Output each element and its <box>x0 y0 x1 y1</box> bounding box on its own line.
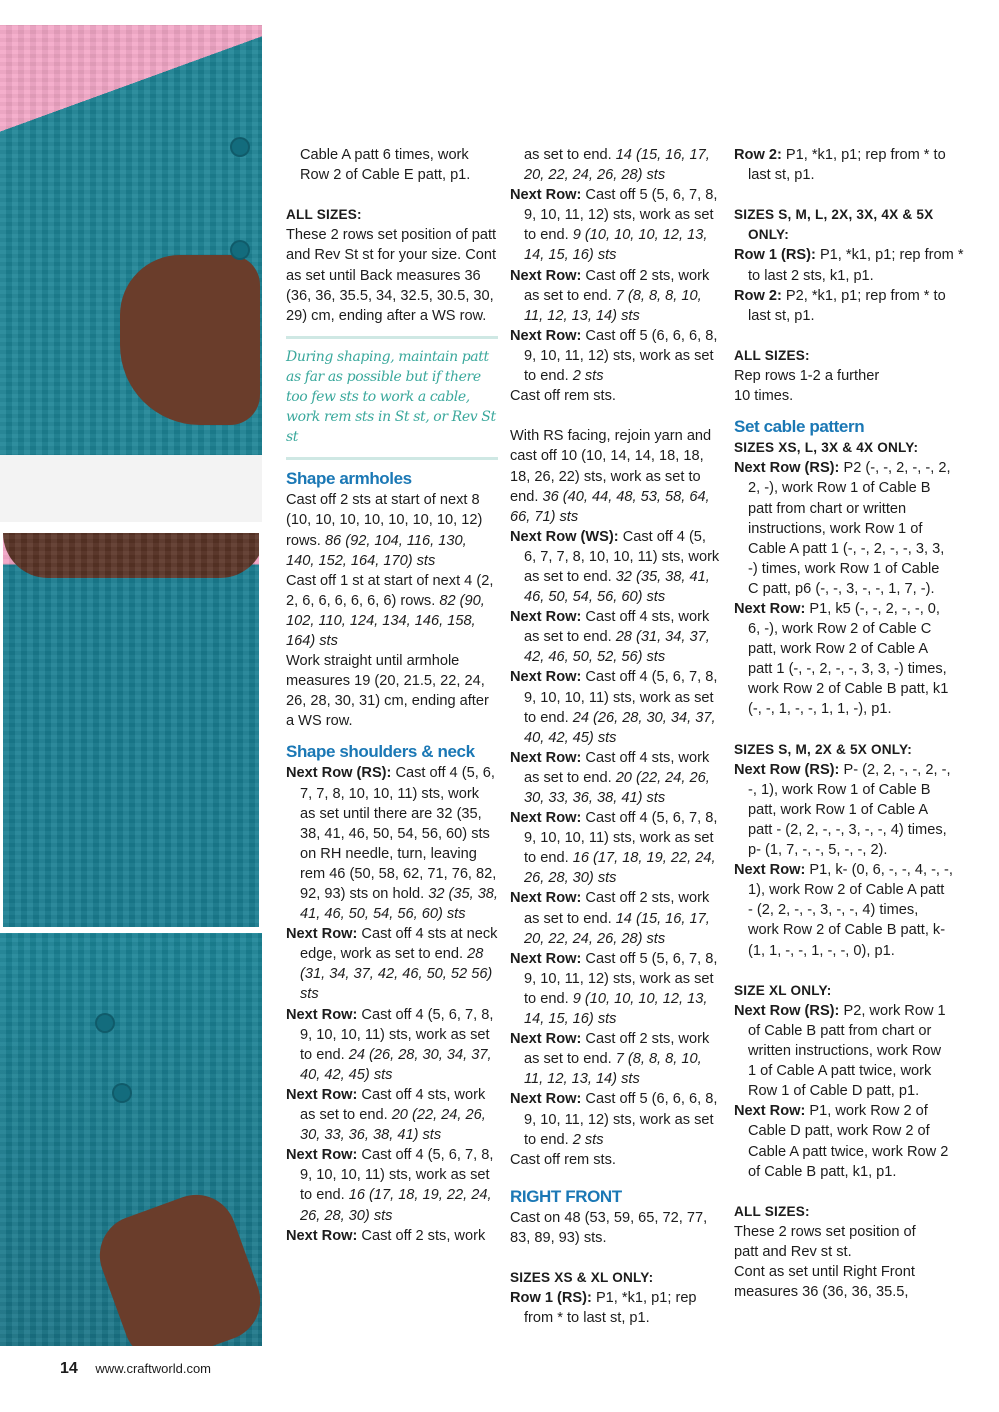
instruction-row: Next Row: Cast off 5 (6, 6, 6, 8, 9, 10, 11, 12) sts, work as set to end. 2 sts <box>510 327 718 385</box>
footer-url[interactable]: www.craftworld.com <box>95 1361 211 1376</box>
white-sleeve <box>0 455 262 522</box>
instruction-row: Next Row (RS): P2 (-, -, 2, -, -, 2, 2, -), work Row 1 of Cable B patt from chart or written instructions, work Row 1 of Cable A patt 1 (-, -, 2, -, -, 3, 3, -) times, work Row 1 of Cable C patt, p6 (-, -, 3, -, -, 1, 7, -). <box>734 460 951 597</box>
text-column-2 <box>510 145 722 1328</box>
instruction-row: Row 1 (RS): P1, *k1, p1; rep from * to last st, p1. <box>510 1290 697 1327</box>
instruction-row: Next Row: Cast off 4 (5, 6, 7, 8, 9, 10, 10, 11) sts, work as set to end. 24 (26, 28, 30, 34, 37, 40, 42, 45) sts <box>510 669 718 746</box>
cardigan-photo-top <box>0 25 262 522</box>
instruction-row: Row 2: P2, *k1, p1; rep from * to last st, p1. <box>734 287 946 324</box>
instruction-row: Next Row: Cast off 4 sts, work as set to end. 20 (22, 24, 26, 30, 33, 36, 38, 41) sts <box>510 749 710 806</box>
paragraph: These 2 rows set position of patt and Rev st st. <box>734 1223 916 1260</box>
size-heading: SIZES S, M, L, 2X, 3X, 4X & 5X ONLY: <box>734 207 934 243</box>
instruction-row: Next Row: P1, k5 (-, -, 2, -, -, 0, 6, -), work Row 2 of Cable C patt, work Row 2 of Cable A patt 1 (-, -, 2, -, -, 3, 3, -) times, work Row 2 of Cable B patt, k1 (-, -, 1, -, -, 1, 1, -), p1. <box>734 600 949 718</box>
instruction-row: Next Row: Cast off 4 (5, 6, 7, 8, 9, 10, 10, 11) sts, work as set to end. 24 (26, 28, 30, 34, 37, 40, 42, 45) sts <box>286 1006 494 1083</box>
paragraph: Cast off rem sts. <box>510 1151 616 1168</box>
instruction-row: Next Row: Cast off 4 sts at neck edge, work as set to end. 28 (31, 34, 37, 42, 46, 50, 52 56) sts <box>286 926 498 1003</box>
instruction-row: Next Row (WS): Cast off 4 (5, 6, 7, 7, 8, 10, 10, 11) sts, work as set to end. 32 (35, 38, 41, 46, 50, 54, 56, 60) sts <box>510 528 720 606</box>
instruction-row: Next Row: Cast off 4 (5, 6, 7, 8, 9, 10, 10, 11) sts, work as set to end. 16 (17, 18, 19, 22, 24, 26, 28, 30) sts <box>510 810 718 887</box>
size-heading: SIZE XL ONLY: <box>734 982 832 998</box>
text-line: Cable A patt 6 times, work <box>300 147 469 163</box>
size-heading: ALL SIZES: <box>286 207 362 223</box>
paragraph: Cast off 2 sts at start of next 8 (10, 10, 10, 10, 10, 10, 10, 12) rows. 86 (92, 104, 116, 130, 140, 152, 164, 170) sts <box>286 492 483 569</box>
paragraph: Cast off rem sts. <box>510 388 616 405</box>
paragraph: Cast on 48 (53, 59, 65, 72, 77, 83, 89, 93) sts. <box>510 1209 708 1246</box>
paragraph: With RS facing, rejoin yarn and cast off 10 (10, 14, 14, 18, 18, 18, 26, 22) sts, work as set to end. 36 (40, 44, 48, 53, 58, 64, 66, 71) sts <box>510 428 712 525</box>
instruction-row: Next Row: Cast off 2 sts, work as set to end. 7 (8, 8, 8, 10, 11, 12, 13, 14) sts <box>510 267 710 324</box>
instruction-row: Next Row: Cast off 4 (5, 6, 7, 8, 9, 10, 10, 11) sts, work as set to end. 16 (17, 18, 19, 22, 24, 26, 28, 30) sts <box>286 1147 494 1224</box>
size-heading: SIZES XS & XL ONLY: <box>510 1270 654 1286</box>
instruction-row: Next Row: Cast off 5 (5, 6, 7, 8, 9, 10, 11, 12) sts, work as set to end. 9 (10, 10, 10, 12, 13, 14, 15, 16) sts <box>510 187 718 264</box>
knit-texture <box>3 533 259 927</box>
instruction-row: Next Row: Cast off 5 (5, 6, 7, 8, 9, 10, 11, 12) sts, work as set to end. 9 (10, 10, 10, 12, 13, 14, 15, 16) sts <box>510 950 718 1028</box>
instruction-row: Next Row: Cast off 2 sts, work as set to end. 7 (8, 8, 8, 10, 11, 12, 13, 14) sts <box>510 1031 710 1088</box>
instruction-row: Next Row: P1, work Row 2 of Cable D patt, work Row 2 of Cable A patt twice, work Row 2 of Cable B patt, k1, p1. <box>734 1103 949 1180</box>
instruction-row: Row 2: P1, *k1, p1; rep from * to last st, p1. <box>734 147 946 184</box>
section-title-right-front: RIGHT FRONT <box>510 1186 622 1206</box>
section-title-armholes: Shape armholes <box>286 469 412 489</box>
page-number: 14 <box>60 1360 78 1377</box>
button-icon <box>230 137 250 157</box>
cardigan-photo-bottom <box>0 933 262 1346</box>
button-icon <box>95 1013 115 1033</box>
paragraph: These 2 rows set position of patt and Rev St st for your size. Cont as set until Back measures 36 (36, 36, 35.5, 34, 32.5, 30.5, 30, 29) cm, ending after a WS row. <box>286 227 497 324</box>
size-heading: SIZES S, M, 2X & 5X ONLY: <box>734 741 912 757</box>
instruction-row: Next Row: P1, k- (0, 6, -, -, 4, -, -, 1), work Row 2 of Cable A patt - (2, 2, -, -, 3, -, -, 4) times, work Row 2 of Cable B patt, k- (1, 1, -, -, 1, -, -, 0), p1. <box>734 862 953 959</box>
instruction-row: Row 1 (RS): P1, *k1, p1; rep from * to last 2 sts, k1, p1. <box>734 247 964 284</box>
size-heading: SIZES XS, L, 3X & 4X ONLY: <box>734 440 919 456</box>
instruction-row: Next Row (RS): P- (2, 2, -, -, 2, -, -, 1), work Row 1 of Cable B patt, work Row 1 of Cable A patt - (2, 2, -, -, 3, -, -, 4) times, p- (1, 7, -, -, 5, -, -, 2). <box>734 761 951 859</box>
instruction-row: Next Row (RS): Cast off 4 (5, 6, 7, 7, 8, 10, 10, 11) sts, work as set until there are 32 (35, 38, 41, 46, 50, 54, 56, 60) sts on RH needle, turn, leaving rem 46 (50, 58, 62, 71, 76, 82, 92, 93) sts on hold. 32 (35, 38, 41, 46, 50, 54, 56, 60) sts <box>286 765 498 923</box>
text-column-3 <box>734 145 964 1302</box>
button-icon <box>230 240 250 260</box>
instruction-row: Next Row: Cast off 2 sts, work <box>286 1227 486 1244</box>
instruction-row: Next Row (RS): P2, work Row 1 of Cable B patt from chart or written instructions, work Row 1 of Cable A patt twice, work Row 1 of Cable D patt, p1. <box>734 1002 946 1100</box>
instruction-row: Next Row: Cast off 4 sts, work as set to end. 28 (31, 34, 37, 42, 46, 50, 52, 56) sts <box>510 609 710 666</box>
instruction-row: as set to end. 14 (15, 16, 17, 20, 22, 24, 26, 28) sts <box>524 147 710 184</box>
hand-image <box>120 255 260 425</box>
button-icon <box>112 1083 132 1103</box>
divider <box>286 336 498 339</box>
section-title-shoulders: Shape shoulders & neck <box>286 742 475 762</box>
shaping-note: During shaping, maintain patt as far as possible but if there too few sts to work a cable, work rem sts in St st, or Rev St st <box>286 348 496 446</box>
page-footer <box>60 1360 211 1378</box>
paragraph: Work straight until armhole measures 19 (20, 21.5, 22, 24, 26, 28, 30, 31) cm, ending after a WS row. <box>286 653 489 730</box>
paragraph: Cast off 1 st at start of next 4 (2, 2, 6, 6, 6, 6, 6, 6) rows. 82 (90, 102, 110, 124, 134, 146, 158, 164) sts <box>286 572 494 649</box>
divider <box>286 457 498 460</box>
section-title-cable: Set cable pattern <box>734 417 865 437</box>
instruction-row: Next Row: Cast off 5 (6, 6, 6, 8, 9, 10, 11, 12) sts, work as set to end. 2 sts <box>510 1091 718 1148</box>
cardigan-photo-middle <box>0 530 262 930</box>
instruction-row: Next Row: Cast off 2 sts, work as set to end. 14 (15, 16, 17, 20, 22, 24, 26, 28) sts <box>510 890 710 947</box>
text-line: Row 2 of Cable E patt, p1. <box>300 167 471 184</box>
paragraph: Cont as set until Right Front measures 36 (36, 36, 35.5, <box>734 1264 915 1301</box>
instruction-row: Next Row: Cast off 4 sts, work as set to end. 20 (22, 24, 26, 30, 33, 36, 38, 41) sts <box>286 1086 486 1144</box>
size-heading: ALL SIZES: <box>734 1203 810 1219</box>
paragraph: Rep rows 1-2 a further 10 times. <box>734 368 880 405</box>
size-heading: ALL SIZES: <box>734 347 810 363</box>
text-column-1 <box>286 145 498 1246</box>
